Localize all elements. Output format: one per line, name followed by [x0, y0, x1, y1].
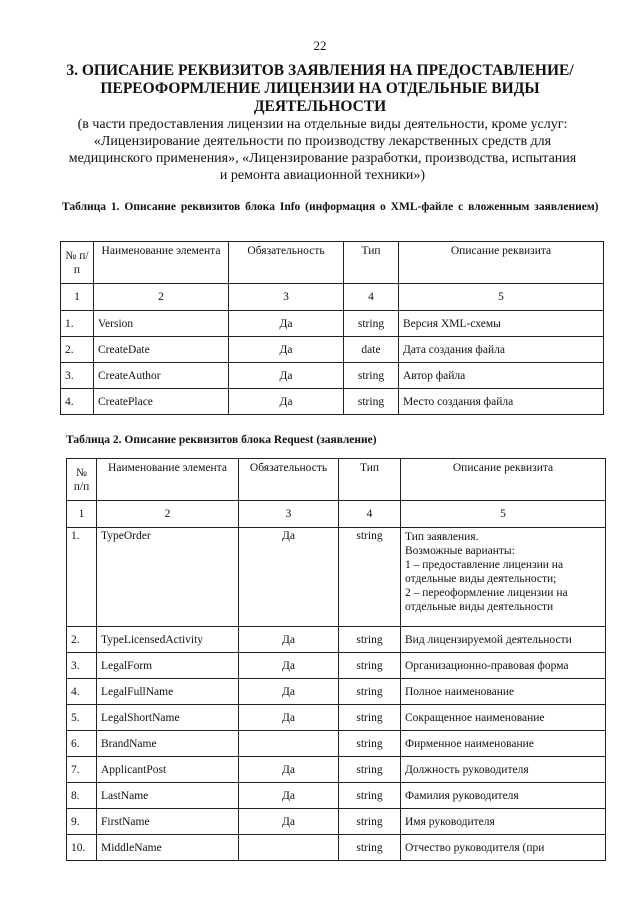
table1-caption: Таблица 1. Описание реквизитов блока Info (информация о XML-файле с вложенным заявлением): [62, 201, 599, 213]
type-value: string: [339, 679, 401, 705]
column-number: 1: [67, 501, 97, 528]
required-value: Да: [229, 337, 344, 363]
row-number: 2.: [61, 337, 94, 363]
column-number: 4: [344, 284, 399, 311]
header-cell-name: Наименование элемента: [94, 242, 229, 284]
type-value: string: [339, 528, 401, 627]
row-number: 10.: [67, 835, 97, 861]
type-value: string: [339, 809, 401, 835]
type-value: string: [339, 705, 401, 731]
description-value: Фирменное наименование: [401, 731, 606, 757]
required-value: Да: [239, 705, 339, 731]
element-name: MiddleName: [97, 835, 239, 861]
header-cell-description: Описание реквизита: [401, 459, 606, 501]
header-cell-description: Описание реквизита: [399, 242, 604, 284]
required-value: Да: [239, 528, 339, 627]
header-cell-name: Наименование элемента: [97, 459, 239, 501]
request-table: [66, 458, 606, 861]
element-name: CreatePlace: [94, 389, 229, 415]
description-value: [401, 528, 606, 627]
header-cell-number: № п/п: [61, 242, 94, 284]
row-number: 4.: [67, 679, 97, 705]
table-row: [61, 311, 604, 337]
description-line: отдельные виды деятельности;: [405, 573, 557, 585]
table-header-row: [61, 242, 604, 284]
description-value: Место создания файла: [399, 389, 604, 415]
table-row: [67, 757, 606, 783]
description-line: 1 – предоставление лицензии на: [405, 559, 564, 571]
column-number: 2: [97, 501, 239, 528]
required-value: Да: [229, 311, 344, 337]
required-value: Да: [239, 783, 339, 809]
column-number: 5: [399, 284, 604, 311]
table-header-row: [67, 459, 606, 501]
type-value: string: [339, 783, 401, 809]
required-value: Да: [239, 653, 339, 679]
header-cell-required: Обязательность: [229, 242, 344, 284]
required-value: Да: [239, 757, 339, 783]
heading-line: 3. ОПИСАНИЕ РЕКВИЗИТОВ ЗАЯВЛЕНИЯ НА ПРЕДОСТАВЛЕНИЕ/: [66, 62, 574, 79]
element-name: FirstName: [97, 809, 239, 835]
required-value: [239, 731, 339, 757]
heading-line: ДЕЯТЕЛЬНОСТИ: [253, 98, 387, 115]
column-number-row: [67, 501, 606, 528]
type-value: string: [344, 389, 399, 415]
section-subheading: [40, 116, 605, 184]
required-value: Да: [229, 363, 344, 389]
info-table: [60, 241, 604, 415]
table-row: [67, 653, 606, 679]
type-value: string: [339, 627, 401, 653]
element-name: CreateAuthor: [94, 363, 229, 389]
subheading-line: «Лицензирование деятельности по производству лекарственных средств для: [93, 134, 552, 149]
subheading-line: медицинского применения», «Лицензирование разработки, производства, испытания: [68, 151, 577, 166]
element-name: LegalForm: [97, 653, 239, 679]
element-name: TypeLicensedActivity: [97, 627, 239, 653]
description-value: Автор файла: [399, 363, 604, 389]
column-number: 5: [401, 501, 606, 528]
column-number: 1: [61, 284, 94, 311]
table-row: [67, 809, 606, 835]
type-value: string: [339, 757, 401, 783]
table-row: [61, 337, 604, 363]
header-cell-type: Тип: [344, 242, 399, 284]
column-number-row: [61, 284, 604, 311]
element-name: LastName: [97, 783, 239, 809]
row-number: 5.: [67, 705, 97, 731]
table2-caption: Таблица 2. Описание реквизитов блока Request (заявление): [66, 434, 377, 446]
type-value: date: [344, 337, 399, 363]
description-value: Версия XML-схемы: [399, 311, 604, 337]
header-cell-number: № п/п: [67, 459, 97, 501]
type-value: string: [339, 653, 401, 679]
description-value: Имя руководителя: [401, 809, 606, 835]
description-value: Фамилия руководителя: [401, 783, 606, 809]
subheading-line: (в части предоставления лицензии на отдельные виды деятельности, кроме услуг:: [77, 117, 568, 132]
element-name: CreateDate: [94, 337, 229, 363]
description-value: Дата создания файла: [399, 337, 604, 363]
description-line: отдельные виды деятельности: [405, 601, 554, 613]
table-row: [67, 679, 606, 705]
table-row: [67, 835, 606, 861]
header-cell-type: Тип: [339, 459, 401, 501]
table-row: [67, 705, 606, 731]
element-name: BrandName: [97, 731, 239, 757]
type-value: string: [344, 363, 399, 389]
row-number: 1.: [67, 528, 97, 627]
type-value: string: [339, 835, 401, 861]
column-number: 3: [239, 501, 339, 528]
row-number: 8.: [67, 783, 97, 809]
description-value: Полное наименование: [401, 679, 606, 705]
description-value: Организационно-правовая форма: [401, 653, 606, 679]
row-number: 6.: [67, 731, 97, 757]
row-number: 4.: [61, 389, 94, 415]
required-value: Да: [239, 809, 339, 835]
required-value: [239, 835, 339, 861]
row-number: 2.: [67, 627, 97, 653]
column-number: 2: [94, 284, 229, 311]
header-cell-required: Обязательность: [239, 459, 339, 501]
description-value: Сокращенное наименование: [401, 705, 606, 731]
row-number: 3.: [67, 653, 97, 679]
row-number: 1.: [61, 311, 94, 337]
description-value: Отчество руководителя (при: [401, 835, 606, 861]
table-row: [61, 363, 604, 389]
table-row: [67, 528, 606, 627]
section-heading: [40, 62, 600, 116]
table-row: [61, 389, 604, 415]
row-number: 3.: [61, 363, 94, 389]
row-number: 7.: [67, 757, 97, 783]
element-name: LegalFullName: [97, 679, 239, 705]
table-row: [67, 783, 606, 809]
required-value: Да: [229, 389, 344, 415]
page-number: 22: [313, 38, 327, 53]
required-value: Да: [239, 627, 339, 653]
heading-line: ПЕРЕОФОРМЛЕНИЕ ЛИЦЕНЗИИ НА ОТДЕЛЬНЫЕ ВИДЫ: [100, 80, 540, 97]
column-number: 4: [339, 501, 401, 528]
column-number: 3: [229, 284, 344, 311]
required-value: Да: [239, 679, 339, 705]
type-value: string: [339, 731, 401, 757]
element-name: Version: [94, 311, 229, 337]
element-name: ApplicantPost: [97, 757, 239, 783]
description-line: Тип заявления.: [405, 531, 479, 543]
description-line: Возможные варианты:: [405, 545, 515, 557]
description-value: Должность руководителя: [401, 757, 606, 783]
type-value: string: [344, 311, 399, 337]
element-name: TypeOrder: [97, 528, 239, 627]
subheading-line: и ремонта авиационной техники»): [219, 168, 426, 183]
description-value: Вид лицензируемой деятельности: [401, 627, 606, 653]
element-name: LegalShortName: [97, 705, 239, 731]
description-line: 2 – переоформление лицензии на: [405, 587, 568, 599]
row-number: 9.: [67, 809, 97, 835]
table-row: [67, 627, 606, 653]
table-row: [67, 731, 606, 757]
